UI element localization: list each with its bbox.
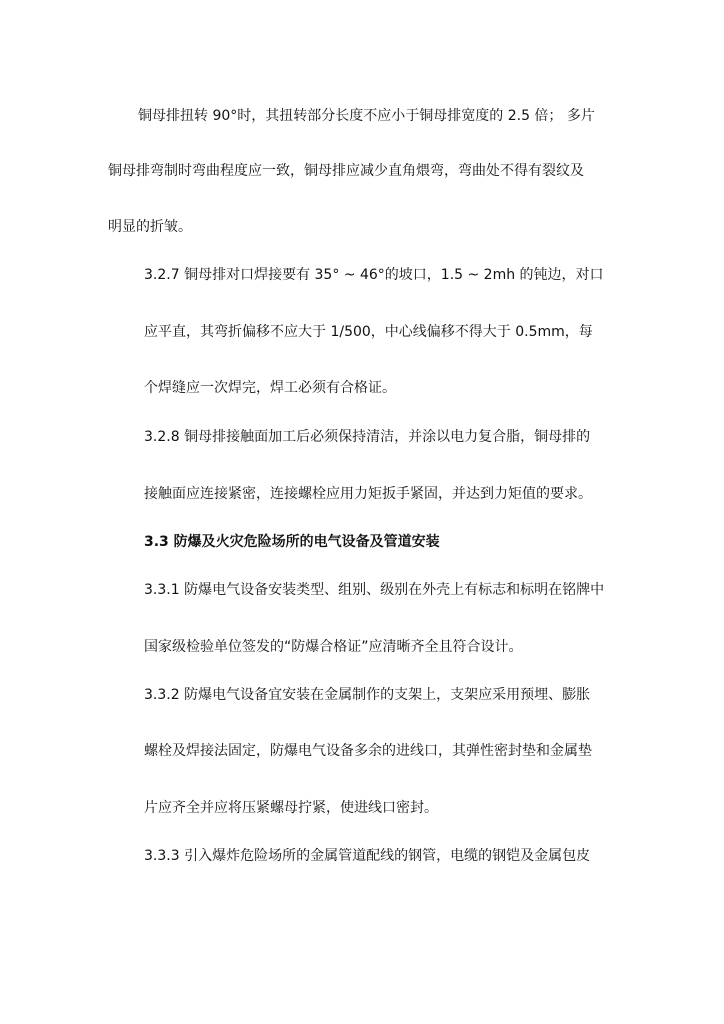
section-heading-3-3: 3.3 防爆及火灾危险场所的电气设备及管道安装 — [144, 534, 440, 550]
paragraph-line: 明显的折皱。 — [108, 219, 192, 235]
clause-3-3-2-line: 3.3.2 防爆电气设备宜安装在金属制作的支架上，支架应采用预埋、膨胀 — [144, 687, 591, 703]
clause-3-2-7-line: 3.2.7 铜母排对口焊接要有 35° ~ 46°的坡口，1.5 ~ 2mh 的钝边，对口 — [144, 267, 604, 283]
clause-3-3-3-line: 3.3.3 引入爆炸危险场所的金属管道配线的钢管，电缆的钢铠及金属包皮 — [144, 848, 591, 864]
paragraph-line: 应平直，其弯折偏移不应大于 1/500，中心线偏移不得大于 0.5mm，每 — [144, 324, 593, 340]
paragraph-line: 国家级检验单位签发的“防爆合格证”应清晰齐全且符合设计。 — [144, 639, 523, 655]
paragraph-line: 铜母排扭转 90°时，其扭转部分长度不应小于铜母排宽度的 2.5 倍； 多片 — [138, 108, 595, 124]
paragraph-line: 片应齐全并应将压紧螺母拧紧，使进线口密封。 — [144, 800, 438, 816]
paragraph-line: 螺栓及焊接法固定，防爆电气设备多余的进线口，其弹性密封垫和金属垫 — [144, 743, 592, 759]
clause-3-2-8-line: 3.2.8 铜母排接触面加工后必须保持清洁，并涂以电力复合脂，铜母排的 — [144, 429, 591, 445]
paragraph-line: 铜母排弯制时弯曲程度应一致，铜母排应减少直角煨弯，弯曲处不得有裂纹及 — [108, 163, 584, 179]
paragraph-line: 个焊缝应一次焊完，焊工必须有合格证。 — [144, 380, 396, 396]
clause-3-3-1-line: 3.3.1 防爆电气设备安装类型、组别、级别在外壳上有标志和标明在铭牌中 — [144, 582, 605, 598]
paragraph-line: 接触面应连接紧密，连接螺栓应用力矩扳手紧固，并达到力矩值的要求。 — [144, 486, 592, 502]
